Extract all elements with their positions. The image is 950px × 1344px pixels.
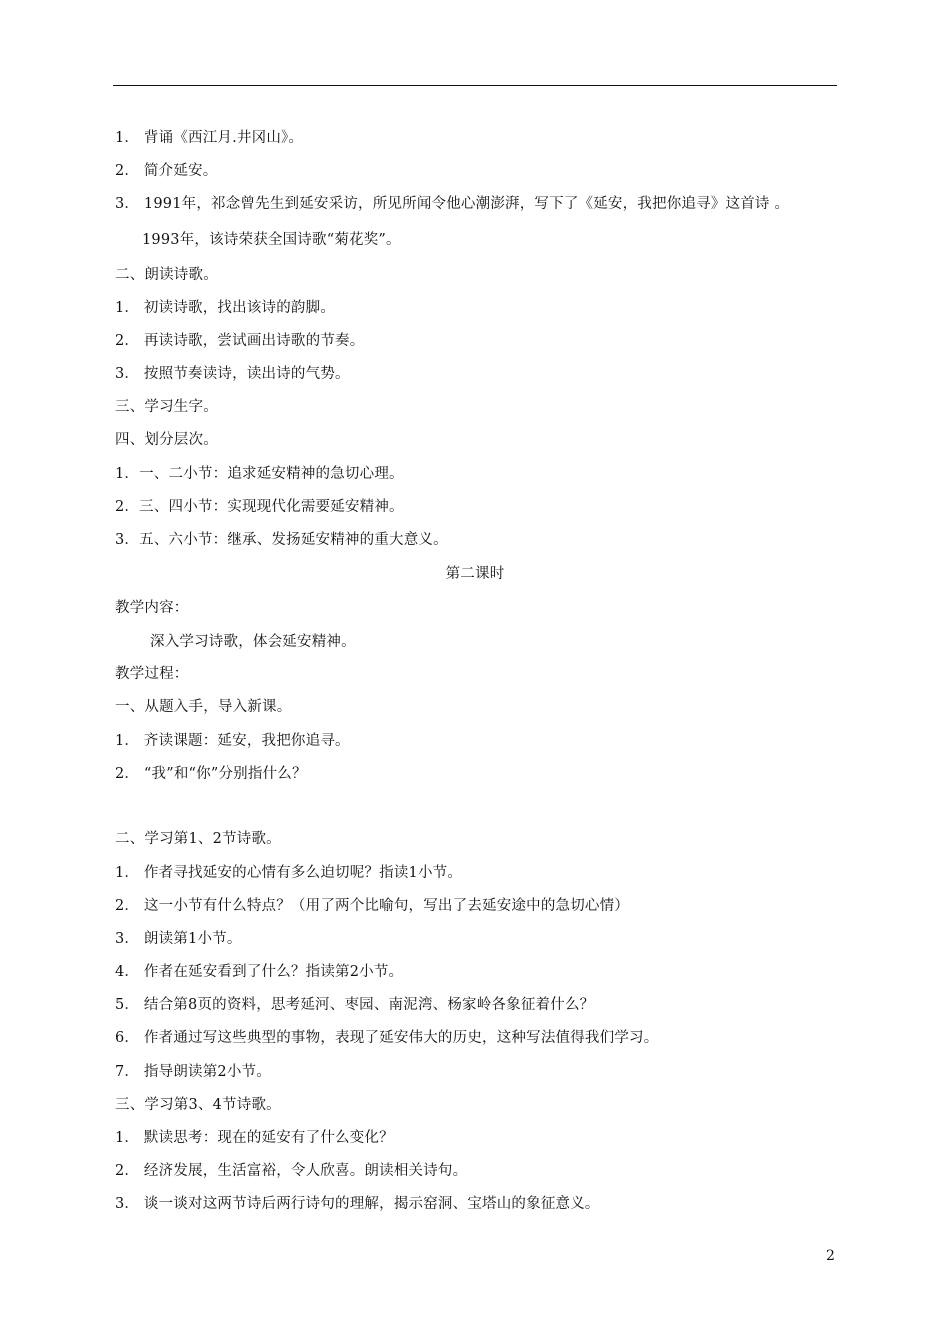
text-line: 1． 初读诗歌，找出该诗的韵脚。: [115, 300, 336, 316]
text-line: 1． 齐读课题：延安，我把你追寻。: [115, 733, 350, 749]
text-line: 深入学习诗歌，体会延安精神。: [150, 634, 356, 650]
text-line: 3． 谈一谈对这两节诗后两行诗句的理解，揭示窑洞、宝塔山的象征意义。: [115, 1196, 600, 1212]
text-line: 教学内容：: [115, 600, 189, 616]
section-heading: 三、学习第3、4节诗歌。: [115, 1097, 281, 1113]
section-heading: 四、划分层次。: [115, 432, 218, 448]
text-line: 2． 这一小节有什么特点？（用了两个比喻句，写出了去延安途中的急切心情）: [115, 898, 630, 914]
text-line: 3． 朗读第1小节。: [115, 931, 242, 947]
text-line: 1． 背诵《西江月.井冈山》。: [115, 130, 304, 146]
text-line: 2． 简介延安。: [115, 163, 218, 179]
text-line: 1．一、二小节：追求延安精神的急切心理。: [115, 466, 404, 482]
text-line: 1993年，该诗荣获全国诗歌“菊花奖”。: [142, 232, 401, 248]
text-line: 1． 默读思考：现在的延安有了什么变化？: [115, 1130, 394, 1146]
text-line: 5． 结合第8页的资料，思考延河、枣园、南泥湾、杨家岭各象征着什么？: [115, 997, 595, 1013]
text-line: 7． 指导朗读第2小节。: [115, 1064, 271, 1080]
text-line: 2． “我”和“你”分别指什么？: [115, 766, 307, 782]
text-line: 2． 经济发展，生活富裕，令人欣喜。朗读相关诗句。: [115, 1163, 468, 1179]
page-number: 2: [826, 1248, 835, 1264]
text-line: 4． 作者在延安看到了什么？指读第2小节。: [115, 964, 404, 980]
text-line: 3． 按照节奏读诗，读出诗的气势。: [115, 366, 350, 382]
text-line: 2．三、四小节：实现现代化需要延安精神。: [115, 499, 404, 515]
text-line: 1． 作者寻找延安的心情有多么迫切呢？指读1小节。: [115, 865, 463, 881]
text-line: 3．五、六小节：继承、发扬延安精神的重大意义。: [115, 532, 448, 548]
text-line: 2． 再读诗歌，尝试画出诗歌的节奏。: [115, 333, 365, 349]
text-line: 6． 作者通过写这些典型的事物，表现了延安伟大的历史，这种写法值得我们学习。: [115, 1030, 659, 1046]
section-heading: 一、从题入手，导入新课。: [115, 699, 292, 715]
lesson-title: 第二课时: [445, 566, 505, 582]
section-heading: 二、学习第1、2节诗歌。: [115, 831, 281, 847]
section-heading: 二、朗读诗歌。: [115, 267, 218, 283]
text-line: 3． 1991年，祁念曾先生到延安采访，所见所闻令他心潮澎湃，写下了《延安，我把你追寻》这首诗 。: [115, 196, 790, 212]
text-line: 教学过程：: [115, 666, 189, 682]
section-heading: 三、学习生字。: [115, 399, 218, 415]
header-rule: [113, 85, 837, 86]
